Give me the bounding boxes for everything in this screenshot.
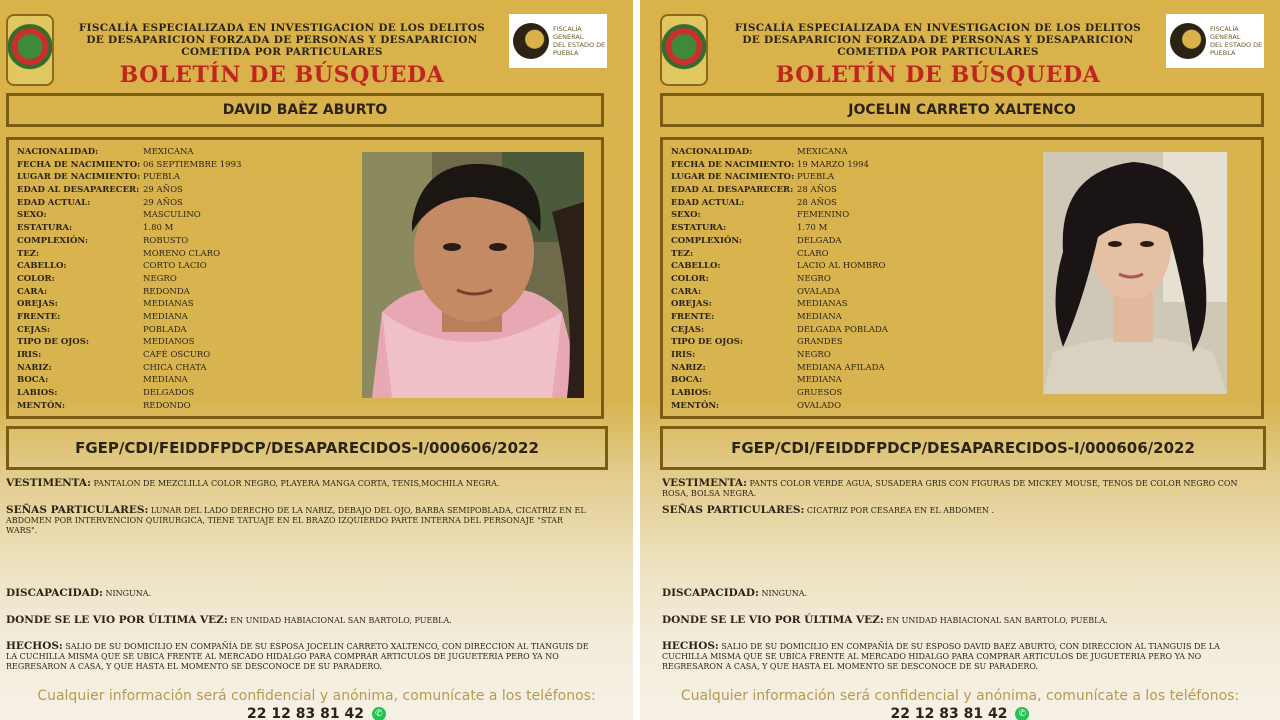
field-row [671,298,888,311]
fiscalia-logo-icon [1166,14,1264,68]
header [62,22,502,58]
field-value: NEGRO [797,350,831,360]
field-row [17,184,241,197]
field-value: 29 AÑOS [143,197,183,208]
field-row [671,222,888,235]
field-row [671,184,888,197]
field-row [671,336,888,349]
field-value: MEXICANA [143,147,194,157]
field-value: MEDIANA [143,311,188,322]
field-value: ROBUSTO [143,235,189,246]
field-value: LACIO AL HOMBRO [797,261,886,272]
field-row [17,171,241,184]
field-label: OREJAS: [671,299,712,310]
field-row [671,146,888,159]
field-row [17,197,241,210]
disability [6,588,596,599]
field-label: ESTATURA: [671,223,727,234]
last-seen [6,615,596,626]
logo-text-line: PUEBLA [553,49,579,57]
clothing-label: VESTIMENTA: [6,477,91,489]
field-label: CEJAS: [17,324,51,335]
disability-label: DISCAPACIDAD: [6,587,103,599]
field-value: CHICA CHATA [143,362,207,373]
field-row [671,311,888,324]
field-label: CARA: [17,286,48,297]
logo-text [553,25,607,57]
field-label: CABELLO: [17,261,67,272]
header [718,22,1158,58]
facts-label: HECHOS: [6,640,63,652]
field-label: TIPO DE OJOS: [671,337,743,348]
logo-text-line: FISCALÍA GENERAL [553,25,584,41]
field-label: NACIONALIDAD: [671,147,753,157]
field-value: MEDIANOS [143,337,195,348]
field-label: IRIS: [671,350,696,360]
field-label: BOCA: [671,375,703,386]
field-value: OVALADO [797,400,842,411]
logo-text-line: PUEBLA [1210,49,1236,57]
field-row [17,400,241,413]
field-row [671,374,888,387]
facts [662,641,1254,672]
field-row [17,235,241,248]
divider [633,0,640,720]
field-label: NARIZ: [17,362,52,373]
field-value: 06 SEPTIEMBRE 1993 [143,159,242,170]
field-value: OVALADA [797,286,841,297]
logo-disc [513,23,549,59]
last-seen-text: EN UNIDAD HABIACIONAL SAN BARTOLO, PUEBLA. [886,616,1108,625]
field-label: TEZ: [17,248,40,259]
bulletin-title: BOLETÍN DE BÚSQUEDA [119,62,445,88]
field-label: EDAD AL DESAPARECER: [17,185,140,196]
logo-text-line: FISCALÍA GENERAL [1210,25,1241,41]
field-value: GRUESOS [797,388,843,399]
field-value: MEDIANAS [143,299,194,310]
field-value: 28 AÑOS [797,185,837,196]
field-value: MEDIANA [143,375,188,386]
field-label: FRENTE: [671,311,715,322]
last-seen-label: DONDE SE LE VIO POR ÚLTIMA VEZ: [6,614,228,626]
field-value: PUEBLA [797,172,834,183]
clothing [662,478,1254,499]
header-line: DE DESAPARICION FORZADA DE PERSONAS Y DESAPARICION [86,34,478,46]
field-label: CABELLO: [671,261,721,272]
field-value: MEDIANA AFILADA [797,362,885,373]
whatsapp-icon: ✆ [372,707,386,720]
field-label: FECHA DE NACIMIENTO: [17,159,141,170]
state-seal-icon [660,14,708,86]
field-list [671,146,888,412]
field-row [671,197,888,210]
fiscalia-logo-icon [509,14,607,68]
data-panel [660,137,1264,419]
field-value: POBLADA [143,324,187,335]
field-label: NARIZ: [671,362,706,373]
bulletin-david [0,0,633,720]
field-row [671,286,888,299]
header-line: FISCALÍA ESPECIALIZADA EN INVESTIGACION DE LOS DELITOS [78,22,486,34]
field-label: MENTÓN: [671,400,719,411]
state-seal-icon [6,14,54,86]
case-folio: FGEP/CDI/FEIDDFPDCP/DESAPARECIDOS-I/000606/2022 [6,426,608,470]
contact-notice: Cualquier información será confidencial y anónima, comunícate a los teléfonos: [37,688,596,704]
whatsapp-icon: ✆ [1015,707,1029,720]
field-value: MASCULINO [143,210,201,221]
clothing [6,478,596,489]
field-row [671,209,888,222]
field-value: MEDIANA [797,311,842,322]
field-row [671,171,888,184]
person-photo-svg [362,152,584,398]
field-label: SEXO: [671,210,701,221]
field-row [671,362,888,375]
person-name: DAVID BAÈZ ABURTO [6,93,604,127]
field-value: MEDIANAS [797,299,848,310]
field-label: EDAD AL DESAPARECER: [671,185,794,196]
header-line: DE DESAPARICION FORZADA DE PERSONAS Y DESAPARICION [742,34,1134,46]
field-row [17,146,241,159]
phone-line [640,706,1280,720]
phone-number: 22 12 83 81 42 [247,706,364,720]
distinguishing-marks-text: CICATRIZ POR CESAREA EN EL ABDOMEN . [806,506,995,515]
field-value: CORTO LACIO [143,261,207,272]
field-row [17,349,241,362]
case-folio: FGEP/CDI/FEIDDFPDCP/DESAPARECIDOS-I/000606/2022 [660,426,1266,470]
field-label: ESTATURA: [17,223,73,234]
field-value: MORENO CLARO [143,248,221,259]
field-row [17,374,241,387]
field-value: DELGADA POBLADA [797,324,888,335]
field-row [671,400,888,413]
field-row [17,387,241,400]
field-row [17,336,241,349]
field-label: CARA: [671,286,702,297]
last-seen [662,615,1254,626]
field-row [671,260,888,273]
field-label: FRENTE: [17,311,61,322]
field-value: NEGRO [797,273,831,284]
field-value: CAFÉ OSCURO [143,350,211,360]
field-label: COLOR: [17,273,55,284]
field-label: FECHA DE NACIMIENTO: [671,159,795,170]
phone-line [0,706,633,720]
field-label: TEZ: [671,248,694,259]
distinguishing-marks [6,505,596,536]
clothing-text: PANTS COLOR VERDE AGUA, SUSADERA GRIS CON FIGURAS DE MICKEY MOUSE, TENOS DE COLOR NEGRO CON ROSA, BOLSA NEGRA. [662,479,1238,498]
field-label: BOCA: [17,375,49,386]
logo-text-line: DEL ESTADO DE [1210,41,1263,49]
field-row [17,324,241,337]
field-row [17,260,241,273]
phone-number: 22 12 83 81 42 [890,706,1008,720]
field-row [17,222,241,235]
field-row [671,387,888,400]
field-row [671,324,888,337]
field-value: REDONDA [143,286,190,297]
field-value: DELGADA [797,235,842,246]
field-value: DELGADOS [143,388,195,399]
field-row [17,298,241,311]
field-value: 1.80 M [143,223,174,234]
field-label: COMPLEXIÓN: [671,235,743,246]
disability-text: NINGUNA. [761,589,808,598]
field-label: OREJAS: [17,299,58,310]
field-label: LUGAR DE NACIMIENTO: [671,172,795,183]
distinguishing-marks-label: SEÑAS PARTICULARES: [662,504,805,516]
field-label: MENTÓN: [17,400,65,411]
field-label: EDAD ACTUAL: [17,197,91,208]
field-row [671,235,888,248]
field-value: FEMENINO [797,210,850,221]
field-value: PUEBLA [143,172,180,183]
field-label: COMPLEXIÓN: [17,235,89,246]
field-value: 1.70 M [797,223,828,234]
field-row [671,273,888,286]
field-row [671,159,888,172]
field-label: LABIOS: [671,388,712,399]
clothing-text: PANTALON DE MEZCLILLA COLOR NEGRO, PLAYERA MANGA CORTA, TENIS,MOCHILA NEGRA. [93,479,500,488]
last-seen-label: DONDE SE LE VIO POR ÚLTIMA VEZ: [662,614,884,626]
person-name: JOCELIN CARRETO XALTENCO [660,93,1264,127]
field-label: EDAD ACTUAL: [671,197,745,208]
field-value: MEXICANA [797,147,848,157]
field-row [17,311,241,324]
disability-label: DISCAPACIDAD: [662,587,759,599]
field-value: REDONDO [143,400,191,411]
facts [6,641,596,672]
field-row [17,248,241,261]
field-value: MEDIANA [797,375,842,386]
header-line: FISCALÍA ESPECIALIZADA EN INVESTIGACION DE LOS DELITOS [734,22,1142,34]
field-row [17,286,241,299]
field-list [17,146,241,412]
contact-notice: Cualquier información será confidencial y anónima, comunícate a los teléfonos: [680,688,1240,704]
disability-text: NINGUNA. [105,589,152,598]
field-value: CLARO [797,248,829,259]
field-label: TIPO DE OJOS: [17,337,89,348]
field-value: GRANDES [797,337,843,348]
field-label: COLOR: [671,273,709,284]
field-label: NACIONALIDAD: [17,147,99,157]
facts-text: SALIO DE SU DOMICILIO EN COMPAÑÍA DE SU ESPOSO DAVID BAEZ ABURTO, CON DIRECCION AL TIANGUIS DE LA CUCHILLA MISMA QUE SE UBICA FRENTE AL MERCADO HIDALGO PARA COMPRAR ARTICULOS DE JUGUETERIA PERO YA NO REGRESARON A CASA, Y QUE HASTA EL MOMENTO SE DESCONOCE DE SU PARADERO. [662,642,1220,671]
header-line: COMETIDA POR PARTICULARES [837,46,1039,58]
facts-text: SALIO DE SU DOMICILIO EN COMPAÑÍA DE SU ESPOSA JOCELIN CARRETO XALTENCO, CON DIRECCION AL TIANGUIS DE LA CUCHILLA MISMA QUE SE UBICA FRENTE AL MERCADO HIDALGO PARA COMPRAR ARTICULOS DE JUGUETERIA PERO YA NO REGRESARON A CASA, Y QUE HASTA EL MOMENTO SE DESCONOCE DE SU PARADERO. [6,642,589,671]
clothing-label: VESTIMENTA: [662,477,747,489]
header-line: COMETIDA POR PARTICULARES [181,46,383,58]
field-value: 28 AÑOS [797,197,837,208]
distinguishing-marks-label: SEÑAS PARTICULARES: [6,504,149,516]
field-label: CEJAS: [671,324,705,335]
field-label: LUGAR DE NACIMIENTO: [17,172,141,183]
field-row [17,362,241,375]
field-row [671,248,888,261]
field-row [671,349,888,362]
field-row [17,273,241,286]
logo-text-line: DEL ESTADO DE [553,41,606,49]
logo-disc [1170,23,1206,59]
data-panel [6,137,604,419]
person-photo-svg [1043,152,1227,394]
field-label: IRIS: [17,350,42,360]
field-row [17,209,241,222]
field-label: LABIOS: [17,388,58,399]
bulletin-jocelin [640,0,1280,720]
field-value: NEGRO [143,273,177,284]
facts-label: HECHOS: [662,640,719,652]
disability [662,588,1254,599]
person-photo [1043,152,1227,394]
field-value: 19 MARZO 1994 [797,159,869,170]
field-row [17,159,241,172]
logo-text [1210,25,1264,57]
field-label: SEXO: [17,210,47,221]
distinguishing-marks-text: LUNAR DEL LADO DERECHO DE LA NARIZ, DEBAJO DEL OJO, BARBA SEMIPOBLADA, CICATRIZ EN EL ABDOMEN POR INTERVENCION QUIRURGICA, TIENE TATUAJE EN EL BRAZO IZQUIERDO PARTE INTERNA DEL PERSONAJE "STAR WARS". [6,506,586,535]
bulletin-title: BOLETÍN DE BÚSQUEDA [775,62,1101,88]
person-photo [362,152,584,398]
field-value: 29 AÑOS [143,185,183,196]
last-seen-text: EN UNIDAD HABIACIONAL SAN BARTOLO, PUEBLA. [230,616,452,625]
distinguishing-marks [662,505,1254,516]
